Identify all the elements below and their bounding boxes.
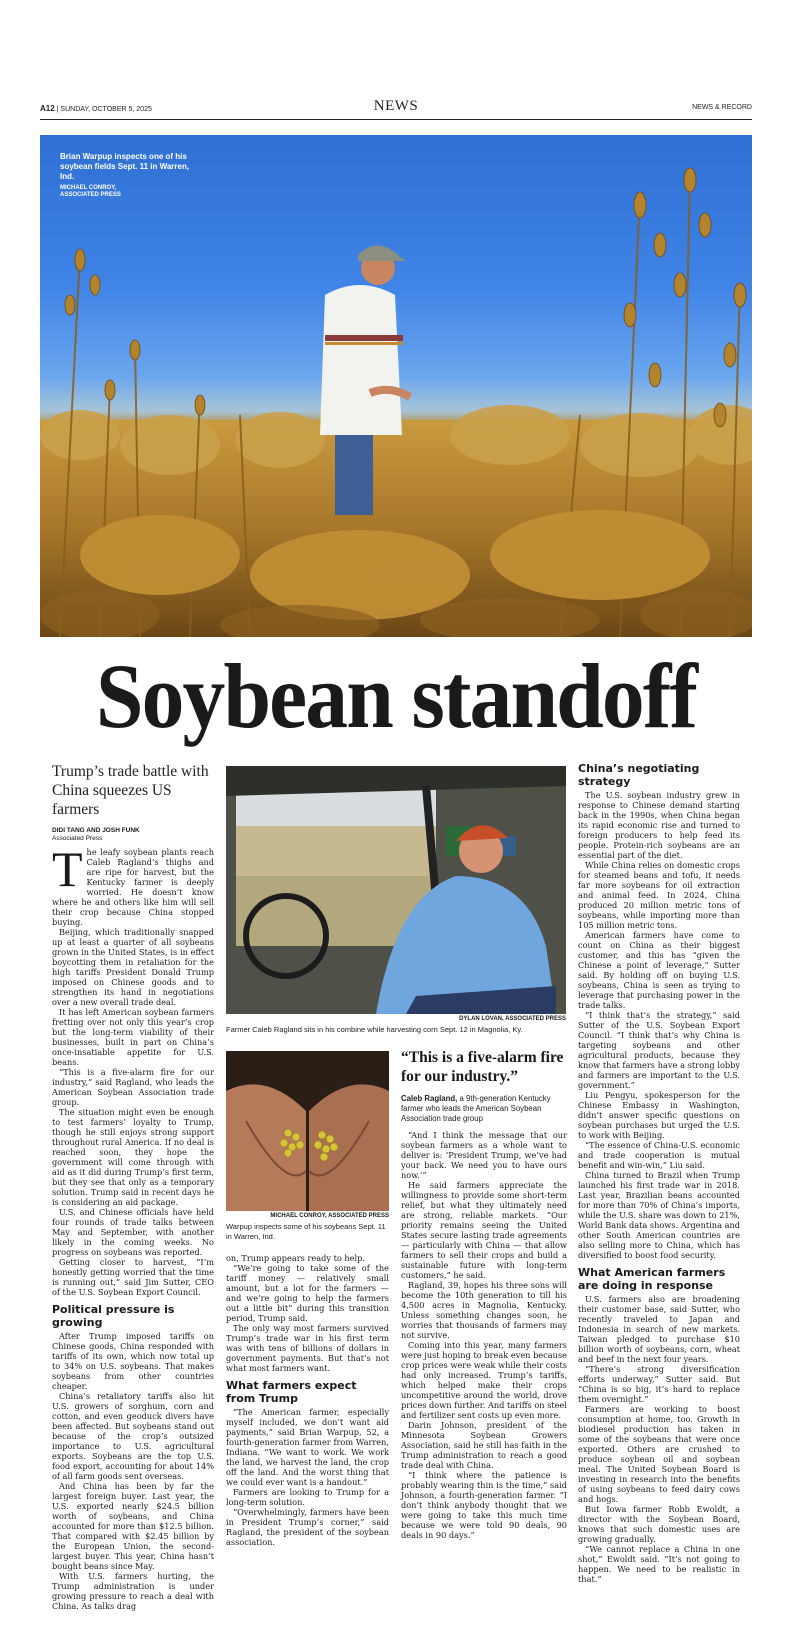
combine-photo-cutline: Farmer Caleb Ragland sits in his combine while harvesting corn Sept. 12 in Magnolia, Ky. <box>226 1025 523 1034</box>
paragraph: “We’re going to take some of the tariff money — relatively small amount, but a lot for the farmers — and we’re going to help the farmers out a little bit” during this transition period, Trump said. <box>226 1263 389 1323</box>
paragraph: “The American farmer, especially myself included, we don’t want aid payments,” said Brian Warpup, 52, a fourth-generation farmer from Warren, Indiana. “We want to work. We work the land, we harvest the land, the crop off the land. And the worst thing that we could ever want is a handout.” <box>226 1407 389 1487</box>
soybean-field-illustration <box>40 135 752 637</box>
page-number: A12 <box>40 104 55 113</box>
paragraph: Darin Johnson, president of the Minnesota Soybean Growers Association, said he still has faith in the Trump administration to reach a good trade deal with China. <box>401 1420 567 1470</box>
paragraph: Farmers are looking to Trump for a long-term solution. <box>226 1487 389 1507</box>
paragraph: “And I think the message that our soybean farmers as a whole want to deliver is: ‘President Trump, we’ve had your back. We need you to have ours now.’” <box>401 1130 567 1180</box>
drop-cap: T <box>52 841 83 897</box>
paragraph: American farmers have come to count on China as their biggest customer, and this has “given the Chinese a point of leverage,” Sutter said. By holding off on buying U.S. soybeans, China is seen as trying to leverage that purchasing power in the trade talks. <box>578 930 740 1010</box>
paragraph: “This is a five-alarm fire for our industry,” said Ragland, who leads the American Soybean Association trade group. <box>52 1067 214 1107</box>
paragraph: “I think where the patience is probably wearing thin is the time,” said Johnson, a fourth-generation farmer. “I don’t think anybody thought that we were going to take this much time because we were told 90 deals, 90 deals in 90 days.” <box>401 1470 567 1540</box>
pull-quote <box>401 1048 567 1124</box>
paragraph: “There’s strong diversification efforts underway,” Sutter said. But “China is so big, it’s hard to replace them overnight.” <box>578 1364 740 1404</box>
paragraph: “The essence of China-U.S. economic and trade cooperation is mutual benefit and win-win,” Liu said. <box>578 1140 740 1170</box>
paragraph: Ragland, 39, hopes his three sons will become the 10th generation to till his 4,500 acres in Magnolia, Kentucky. Unless something changes soon, he worries that thousands of farmers may not survive. <box>401 1280 567 1340</box>
pull-quote-attribution <box>401 1094 567 1124</box>
paragraph: U.S. farmers also are broadening their customer base, said Sutter, who recently traveled to Japan and Indonesia in search of new markets. Taiwan pledged to purchase $10 billion worth of soybeans, corn, wheat and beef in the next four years. <box>578 1294 740 1364</box>
hero-caption-text: Brian Warpup inspects one of his soybean fields Sept. 11 in Warren, Ind. <box>60 152 190 181</box>
soybean-hands-photo <box>226 1051 389 1211</box>
paragraph: The situation might even be enough to test farmers’ loyalty to Trump, though he still enjoys strong support throughout rural America. If no deal is reached soon, they hope the government will come through with aid as it did during Trump’s first term, but they see that only as a temporary solution. Trump said in recent days he is considering an aid package. <box>52 1107 214 1207</box>
combine-cab-illustration <box>226 766 566 1014</box>
hands-photo-credit: MICHAEL CONROY, ASSOCIATED PRESS <box>270 1213 389 1219</box>
pull-quote-role: a 9th-generation Kentucky farmer who leads the American Soybean Association trade group <box>401 1094 551 1123</box>
paragraph: Getting closer to harvest, “I’m honestly getting worried that the time is running out,” said Jim Sutter, CEO of the U.S. Soybean Export Council. <box>52 1257 214 1297</box>
combine-photo-credit: DYLAN LOVAN, ASSOCIATED PRESS <box>459 1016 566 1022</box>
paragraph: “We cannot replace a China in one shot,” Ewoldt said. “It’s not going to happen. We need to be realistic in that.” <box>578 1544 740 1584</box>
edition-date: SUNDAY, OCTOBER 5, 2025 <box>60 106 152 113</box>
hands-photo-cutline: Warpup inspects some of his soybeans Sept. 11 in Warren, Ind. <box>226 1222 386 1241</box>
paragraph: But Iowa farmer Robb Ewoldt, a director with the Soybean Board, knows that such domestic uses are growing gradually. <box>578 1504 740 1544</box>
paragraph: With U.S. farmers hurting, the Trump administration is under growing pressure to reach a deal with China. As talks drag <box>52 1571 214 1611</box>
paragraph: “I think that’s the strategy,” said Sutter of the U.S. Soybean Export Council. “I think that’s why China is targeting soybeans and other agricultural products, because they know that farmers have a strong lobby and farmers are important to the U.S. government.” <box>578 1010 740 1090</box>
paragraph: And China has been by far the largest foreign buyer. Last year, the U.S. exported nearly $24.5 billion worth of soybeans, and China accounted for more than $12.5 billion. That compared with $2.45 billion by the European Union, the second-largest buyer. This year, China hasn’t bought beans since May. <box>52 1481 214 1571</box>
article-column-4 <box>578 762 740 1584</box>
paragraph: Liu Pengyu, spokesperson for the Chinese Embassy in Washington, didn’t answer specific questions on soybean purchases but urged the U.S. to work with Beijing. <box>578 1090 740 1140</box>
subhead: China’s negotiating strategy <box>578 762 700 788</box>
article-column-3 <box>401 1130 567 1540</box>
hero-caption <box>60 152 190 199</box>
lead-paragraph-text: he leafy soybean plants reach Caleb Ragland’s thighs and are ripe for harvest, but the Kentucky farmer is deeply worried. He doesn’t know where he and others like him will sell their crop because China stopped buying. <box>52 847 214 927</box>
publication-name: NEWS & RECORD <box>692 104 752 111</box>
hero-credit-name: MICHAEL CONROY, <box>60 185 117 191</box>
hero-photo <box>40 135 752 637</box>
subhead: Political pressure is growing <box>52 1303 175 1329</box>
article-column-2 <box>226 1253 389 1547</box>
pull-quote-name: Caleb Ragland, <box>401 1094 458 1103</box>
byline: DIDI TANG AND JOSH FUNK <box>52 827 140 834</box>
paragraph: After Trump imposed tariffs on Chinese goods, China responded with tariffs of its own, which now total up to 34% on U.S. soybeans. That makes soybeans from other countries cheaper. <box>52 1331 214 1391</box>
byline-agency: Associated Press <box>52 835 103 842</box>
folio-separator: | <box>56 106 59 113</box>
paragraph: China turned to Brazil when Trump launched his first trade war in 2018. Last year, Brazilian beans accounted for more than 70% of China’s imports, while the U.S. share was down to 21%, World Bank data shows. Argentina and other South American countries are also selling more to China, which has diversified to boost food security. <box>578 1170 740 1260</box>
paragraph: The only way most farmers survived Trump’s trade war in his first term was with tens of billions of dollars in government payments. But that’s not what most farmers want. <box>226 1323 389 1373</box>
subhead: What American farmers are doing in response <box>578 1266 726 1292</box>
paragraph: Coming into this year, many farmers were just hoping to break even because crop prices were weak while their costs had only increased. Trump’s tariffs, which helped make their crops uncompetitive around the world, drove prices down further. And tariffs on steel and fertilizer sent costs up even more. <box>401 1340 567 1420</box>
paragraph: on, Trump appears ready to help. <box>226 1253 365 1263</box>
paragraph: While China relies on domestic crops for steamed beans and tofu, it needs far more soybeans for oil extraction and animal feed. In 2024, China produced 20 million metric tons of soybeans, while importing more than 105 million metric tons. <box>578 860 740 930</box>
paragraph: U.S. and Chinese officials have held four rounds of trade talks between May and September, with another likely in the coming weeks. No progress on soybeans was reported. <box>52 1207 214 1257</box>
paragraph: He said farmers appreciate the willingness to provide some short-term relief, but what they ultimately need are strong, reliable markets. “Our priority remains seeing the United States secure lasting trade agreements — particularly with China — that allow farmers to sell their crops and build a sustainable future with long-term customers,” he said. <box>401 1180 567 1280</box>
hands-illustration <box>226 1051 389 1211</box>
combine-photo <box>226 766 566 1014</box>
hero-credit-agency: ASSOCIATED PRESS <box>60 192 121 198</box>
subhead: What farmers expect from Trump <box>226 1379 357 1405</box>
deck-headline: Trump’s trade battle with China squeezes US farmers <box>52 763 209 818</box>
paragraph: Farmers are working to boost consumption at home, too. Growth in biodiesel production has taken in some of the soybeans that were once exported. Others are crushed to produce soybean oil and soybean meal. The United Soybean Board is investing in research into the benefits of using soybeans to feed dairy cows and hogs. <box>578 1404 740 1504</box>
paragraph: It has left American soybean farmers fretting over not only this year’s crop but the long-term viability of their businesses, built in part on China’s once-insatiable appetite for U.S. beans. <box>52 1007 214 1067</box>
main-headline: Soybean standoff <box>95 645 697 747</box>
page-folio <box>40 98 752 120</box>
paragraph: China’s retaliatory tariffs also hit U.S. growers of sorghum, corn and cotton, and even geoduck divers have been affected. But soybeans stand out because of the crop’s outsized importance to U.S. agricultural exports. Soybeans are the top U.S. food export, accounting for about 14% of all farm goods sent overseas. <box>52 1391 214 1481</box>
paragraph: The U.S. soybean industry grew in response to Chinese demand starting back in the 1990s, when China began its rapid economic rise and turned to foreign producers to help feed its people. Protein-rich soybeans are an essential part of the diet. <box>578 790 740 860</box>
paragraph: Beijing, which traditionally snapped up at least a quarter of all soybeans grown in the United States, is in effect boycotting them in retaliation for the high tariffs President Donald Trump imposed on Chinese goods and to strengthen its hand in negotiations over a new overall trade deal. <box>52 927 214 1007</box>
lead-paragraph <box>52 841 214 927</box>
paragraph: “Overwhelmingly, farmers have been in President Trump’s corner,” said Ragland, the president of the soybean association. <box>226 1507 389 1547</box>
section-name: NEWS <box>373 98 419 114</box>
pull-quote-text: “This is a five-alarm fire for our industry.” <box>401 1049 564 1085</box>
article-column-1 <box>52 762 214 1611</box>
